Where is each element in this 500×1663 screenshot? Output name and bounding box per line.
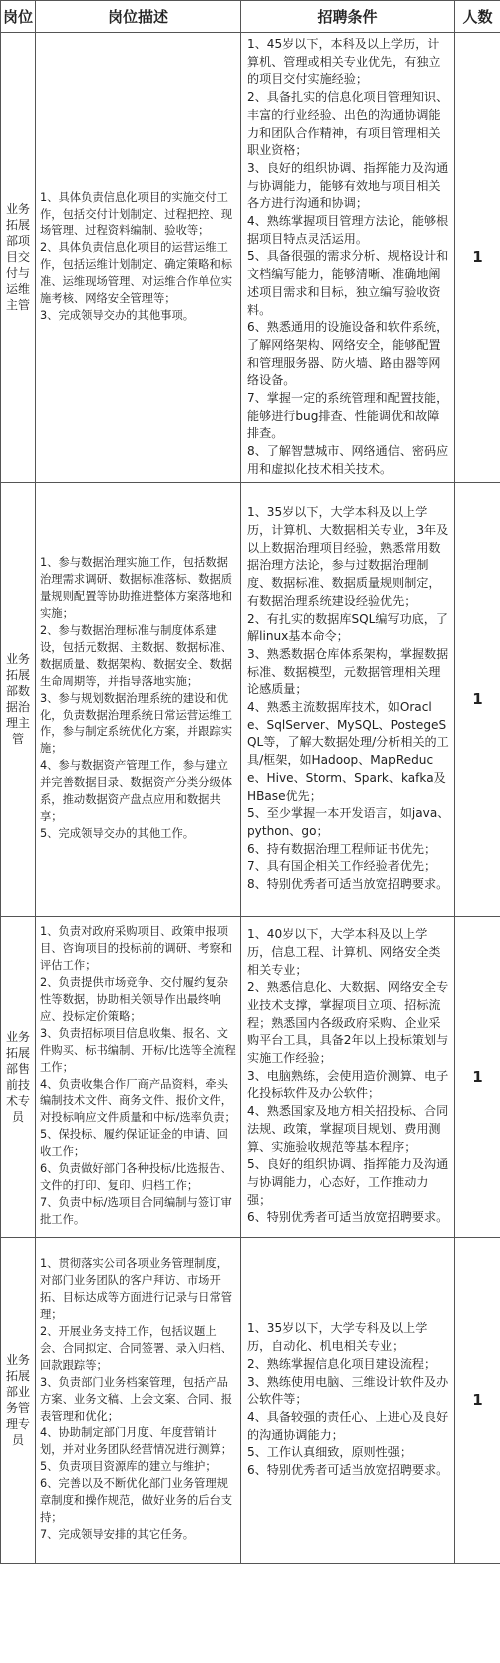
requirement-item: 2、熟练掌握信息化项目建设流程；	[247, 1356, 437, 1371]
requirement-item: 2、熟悉信息化、大数据、网络安全专业技术支撑，掌握项目立项、招标流程；熟悉国内各级政府采购、企业采购平台工具，具备2年以上投标策划与实施工作经验；	[247, 980, 449, 1066]
position-cell: 业务拓展部项目交付与运维主管	[1, 33, 36, 483]
header-position: 岗位	[1, 1, 36, 33]
position-cell: 业务拓展部数据治理主管	[1, 482, 36, 916]
requirement-item: 3、电脑熟练，会使用造价测算、电子化投标软件及办公软件；	[247, 1068, 449, 1101]
requirements-cell	[241, 1237, 455, 1563]
requirements-cell	[241, 33, 455, 483]
description-item: 7、负责中标/选项目合同编制与签订审批工作。	[40, 1195, 232, 1226]
requirement-item: 6、特别优秀者可适当放宽招聘要求。	[247, 1210, 449, 1225]
requirement-item: 6、持有数据治理工程师证书优先；	[247, 841, 437, 856]
headcount-cell: 1	[455, 33, 500, 483]
headcount-cell: 1	[455, 1237, 500, 1563]
table-row	[1, 916, 500, 1237]
requirement-item: 1、35岁以下，大学专科及以上学历，自动化、机电相关专业；	[247, 1321, 428, 1354]
description-item: 6、负责做好部门各种投标/比选报告、文件的打印、复印、归档工作；	[40, 1162, 232, 1193]
requirement-item: 1、40岁以下，大学本科及以上学历，信息工程、计算机、网络安全类相关专业；	[247, 927, 441, 977]
description-item: 2、具体负责信息化项目的运营运维工作，包括运维计划制定、确定策略和标准、运维现场管理、对运维合作单位实施考核、网络安全管理等；	[40, 241, 233, 306]
requirement-item: 3、良好的组织协调、指挥能力及沟通与协调能力，能够有效地与项目相关各方进行沟通和协调；	[247, 160, 449, 211]
requirement-item: 1、45岁以下，本科及以上学历，计算机、管理或相关专业优先，有独立的项目交付实施经验；	[247, 37, 441, 87]
requirement-item: 5、工作认真细致，原则性强；	[247, 1445, 412, 1460]
requirement-item: 7、掌握一定的系统管理和配置技能，能够进行bug排查、性能调优和故障排查。	[247, 391, 449, 441]
header-row	[1, 1, 500, 33]
description-cell	[36, 916, 241, 1237]
requirement-item: 2、具备扎实的信息化项目管理知识、丰富的行业经验、出色的沟通协调能力和团队合作精神，有项目管理相关职业资格；	[247, 90, 449, 158]
requirement-item: 2、有扎实的数据库SQL编写功底，了解linux基本命令；	[247, 611, 448, 644]
description-item: 6、完善以及不断优化部门业务管理规章制度和操作规范，做好业务的后台支持；	[40, 1477, 233, 1524]
requirement-item: 6、特别优秀者可适当放宽招聘要求。	[247, 1463, 449, 1478]
description-item: 5、完成领导交办的其他工作。	[40, 826, 195, 840]
requirement-item: 5、至少掌握一本开发语言，如java、python、go；	[247, 806, 450, 838]
description-item: 4、协助制定部门月度、年度营销计划，并对业务团队经营情况进行测算；	[40, 1426, 233, 1457]
headcount-cell: 1	[455, 482, 500, 916]
table-row	[1, 482, 500, 916]
description-item: 3、参与规划数据治理系统的建设和优化，负责数据治理系统日常运营运维工作，参与制定系统优化方案，并跟踪实施；	[40, 691, 233, 756]
description-item: 4、参与数据资产管理工作，参与建立并完善数据目录、数据资产分类分级体系，推动数据资产盘点应用和数据共享；	[40, 759, 233, 823]
requirement-item: 4、熟悉主流数据库技术，如Oracle、SqlServer、MySQL、PostegeSQL等，了解大数据处理/分析相关的工具/框架，如Hadoop、MapReduce、Hive、Storm、Spark、kafka及HBase优先；	[247, 700, 449, 803]
description-item: 2、开展业务支持工作，包括议题上会、合同拟定、合同签署、录入归档、回款跟踪等；	[40, 1325, 233, 1372]
description-item: 3、完成领导交办的其他事项。	[40, 309, 195, 322]
requirement-item: 3、熟练使用电脑、三维设计软件及办公软件等；	[247, 1374, 449, 1407]
description-item: 2、负责提供市场竞争、交付履约复杂性等数据，协助相关领导作出最终响应、投标定价策略；	[40, 976, 228, 1023]
header-requirements: 招聘条件	[241, 1, 455, 33]
table-row	[1, 33, 500, 483]
description-item: 1、负责对政府采购项目、政策申报项目、咨询项目的投标前的调研、考察和评估工作；	[40, 925, 233, 973]
description-item: 4、负责收集合作厂商产品资料，牵头编制技术文件、商务文件、报价文件，对投标响应文件质量和中标/选率负责；	[40, 1077, 236, 1125]
description-item: 2、参与数据治理标准与制度体系建设，包括元数据、主数据、数据标准、数据质量、数据架构、数据安全、数据生命周期等，并指导落地实施；	[40, 624, 233, 688]
position-cell: 业务拓展部售前技术专员	[1, 916, 36, 1237]
requirement-item: 4、具备较强的责任心、上进心及良好的沟通协调能力；	[247, 1409, 449, 1442]
headcount-cell: 1	[455, 916, 500, 1237]
description-item: 5、负责项目资源库的建立与维护；	[40, 1460, 217, 1474]
description-cell	[36, 33, 241, 483]
description-item: 5、保投标、履约保证证金的申请、回收工作；	[40, 1128, 228, 1159]
description-item: 1、贯彻落实公司各项业务管理制度，对部门业务团队的客户拜访、市场开拓、目标达成等方面进行记录与日常管理；	[40, 1257, 233, 1322]
requirement-item: 3、熟悉数据仓库体系架构，掌握数据标准、数据模型，元数据管理相关理论感质量；	[247, 646, 449, 697]
header-description: 岗位描述	[36, 1, 241, 33]
requirement-item: 1、35岁以下，大学本科及以上学历，计算机、大数据相关专业，3年及以上数据治理项目经验，熟悉常用数据治理方法论，参与过数据治理制度、数据标准、数据质量规则制定，有数据治理系统建设经验优先；	[247, 505, 449, 608]
description-cell	[36, 482, 241, 916]
description-item: 1、具体负责信息化项目的实施交付工作，包括交付计划制定、过程把控、现场管理、过程资料编制、验收等；	[40, 190, 233, 238]
position-cell: 业务拓展部业务管理专员	[1, 1237, 36, 1563]
requirements-cell	[241, 482, 455, 916]
requirement-item: 6、熟悉通用的设施设备和软件系统，了解网络架构、网络安全，能够配置和管理服务器、防火墙、路由器等网络设备。	[247, 320, 449, 388]
requirement-item: 4、熟练掌握项目管理方法论，能够根据项目特点灵活运用。	[247, 214, 449, 246]
description-item: 1、参与数据治理实施工作，包括数据治理需求调研、数据标准落标、数据质量规则配置等协助推进整体方案落地和实施；	[40, 556, 233, 621]
description-cell	[36, 1237, 241, 1563]
description-item: 3、负责部门业务档案管理，包括产品方案、业务文稿、上会文案、合同、报表管理和优化；	[40, 1375, 233, 1423]
requirements-cell	[241, 916, 455, 1237]
table-row	[1, 1237, 500, 1563]
requirement-item: 7、具有国企相关工作经验者优先；	[247, 859, 437, 874]
description-item: 3、负责招标项目信息收集、报名、文件购买、标书编制、开标/比选等全流程工作；	[40, 1026, 236, 1074]
requirement-item: 8、了解智慧城市、网络通信、密码应用和虚拟化技术相关技术。	[247, 444, 449, 476]
header-headcount: 人数	[455, 1, 500, 33]
requirement-item: 8、特别优秀者可适当放宽招聘要求。	[247, 877, 449, 892]
requirement-item: 4、熟悉国家及地方相关招投标、合同法规、政策，掌握项目规划、费用测算、实施验收规范等基本程序；	[247, 1104, 449, 1154]
description-item: 7、完成领导安排的其它任务。	[40, 1527, 195, 1541]
requirement-item: 5、良好的组织协调、指挥能力及沟通与协调能力，心态好，工作推动力强；	[247, 1157, 449, 1207]
requirement-item: 5、具备很强的需求分析、规格设计和文档编写能力，能够清晰、准确地阐述项目需求和目标，独立编写验收资料。	[247, 249, 449, 317]
